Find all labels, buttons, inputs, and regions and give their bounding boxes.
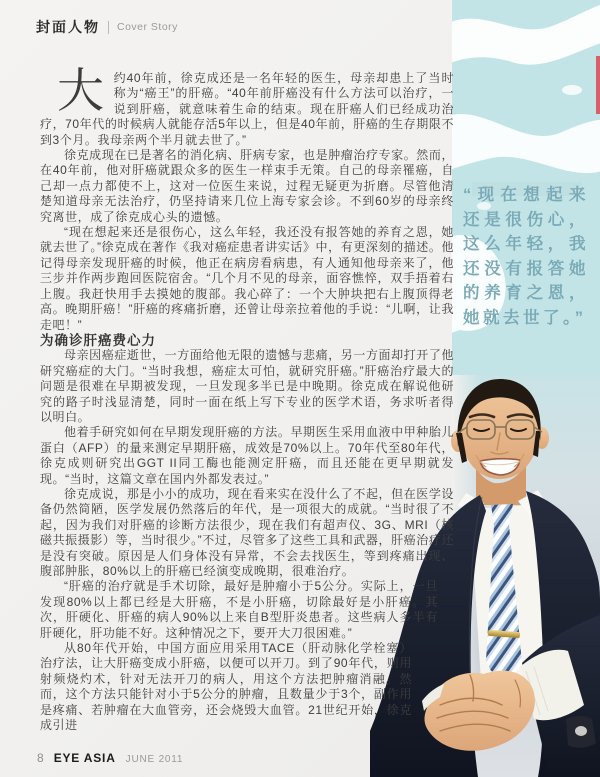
paragraph: “肝癌的治疗就是手术切除，最好是肿瘤小于5公分。实际上，一旦发现80%以上都已经是大肝癌，不是小肝癌，切除最好是小肝癌。其次，肝硬化、肝癌的病人90%以上来自B型肝炎患者。这些病人多半有肝硬化，肝功能不好。这种情况之下，要开大刀很困难。” (40, 579, 438, 640)
issue-date: JUNE 2011 (125, 754, 184, 765)
drop-cap: 大 (57, 64, 105, 117)
article-body (40, 64, 454, 733)
paragraph: “现在想起来还是很伤心，这么年轻，我还没有报答她的养育之恩，她就去世了。”徐克成在著作《我对癌症患者讲实话》中，有更深刻的描述。他记得母亲发现肝癌的时候，他正在病房看病患，有人通知他母亲来了，他三步并作两步跑回医院宿舍。“几个月不见的母亲，面容憔悴，双手捂着右上腹。我赶快用手去摸她的腹部。我心碎了：一个大肿块把右上腹顶得老高。晚期肝癌！”肝癌的疼痛折磨，还曾让母亲拉着他的手说：“儿啊，让我走吧！” (40, 225, 454, 332)
page-number: 8 (37, 751, 44, 765)
magazine-name: EYE ASIA (53, 751, 116, 765)
section-title-cn: 封面人物 (36, 19, 100, 35)
paragraph: 徐克成现在已是著名的消化病、肝病专家，也是肿瘤治疗专家。然而，在40年前，他对肝癌就跟众多的医生一样束手无策。自己的母亲罹癌，自己却一点力都使不上，这对一位医生来说，过程无疑更为折磨。尽管他清楚知道母亲无法治疗，仍坚持请来几位上海专家会诊。不到60岁的母亲终究离世，成了徐克成心头的遗憾。 (40, 148, 454, 224)
paragraph: 从80年代开始，中国方面应用采用TACE（肝动脉化学栓塞）治疗法，让大肝癌变成小肝癌，以便可以开刀。到了90年代，则用射频烧灼术，针对无法开刀的病人，用这个方法把肿瘤消融。然而，这个方法只能针对小于5公分的肿瘤，且数量少于3个，副作用是疼痛、若肿瘤在大血管旁，还会烧毁大血管。21世纪开始，徐克成引进 (40, 641, 412, 733)
pull-quote: “现在想起来还是很伤心，这么年轻，我还没有报答她的养育之恩，她就去世了。” (463, 186, 589, 327)
page-footer (37, 751, 183, 765)
adjacent-page-edge (596, 56, 600, 114)
section-title-en: Cover Story (117, 21, 178, 33)
paragraph-text: 约40年前，徐克成还是一名年轻的医生，母亲却患上了当时称为“癌王”的肝癌。“40年前肝癌没有什么方法可以治疗，一说到肝癌，就意味着生命的结束。现在肝癌人们已经成功治疗，70年代的时候病人就能存活5年以上，但是40年前，肝癌的生存期限不到3个月。我母亲两个半月就去世了。” (40, 71, 454, 147)
page-header (36, 17, 178, 37)
header-divider (108, 21, 109, 34)
paragraph: 徐克成说，那是小小的成功，现在看来实在没什么了不起，但在医学设备仍然简陋，医学发展仍然落后的年代，是一项很大的成就。“当时很了不起，因为我们对肝癌的诊断方法很少，现在我们有超声仪、3G、MRI（核磁共振摄影）等，当时很少。”不过，尽管多了这些工具和武器，肝癌治疗还是没有突破。原因是人们身体没有异常，不会去找医生，等到疼痛出现、腹部肿胀，80%以上的肝癌已经演变成晚期，很难治疗。 (40, 486, 454, 578)
section-heading: 为确诊肝癌费心力 (40, 332, 156, 348)
paragraph (40, 64, 454, 148)
paragraph: 他着手研究如何在早期发现肝癌的方法。早期医生采用血液中甲种胎儿蛋白（AFP）的量来测定早期肝癌，成效是70%以上。70年代至80年代，徐克成则研究出GGT II同工酶也能测定肝癌，而且还能在更早期就发现。“当时，这篇文章在国内外都发表过。” (40, 425, 454, 486)
paragraph: 母亲因癌症逝世，一方面给他无限的遗憾与悲痛，另一方面却打开了他研究癌症的大门。“当时我想，癌症太可怕，就研究肝癌。”肝癌治疗最大的问题是很难在早期被发现，一旦发现多半已是中晚期。徐克成在解说他研究的路子时浅显清楚，同时一面在纸上写下专业的医学术语，务求听者得以明白。 (40, 348, 454, 424)
